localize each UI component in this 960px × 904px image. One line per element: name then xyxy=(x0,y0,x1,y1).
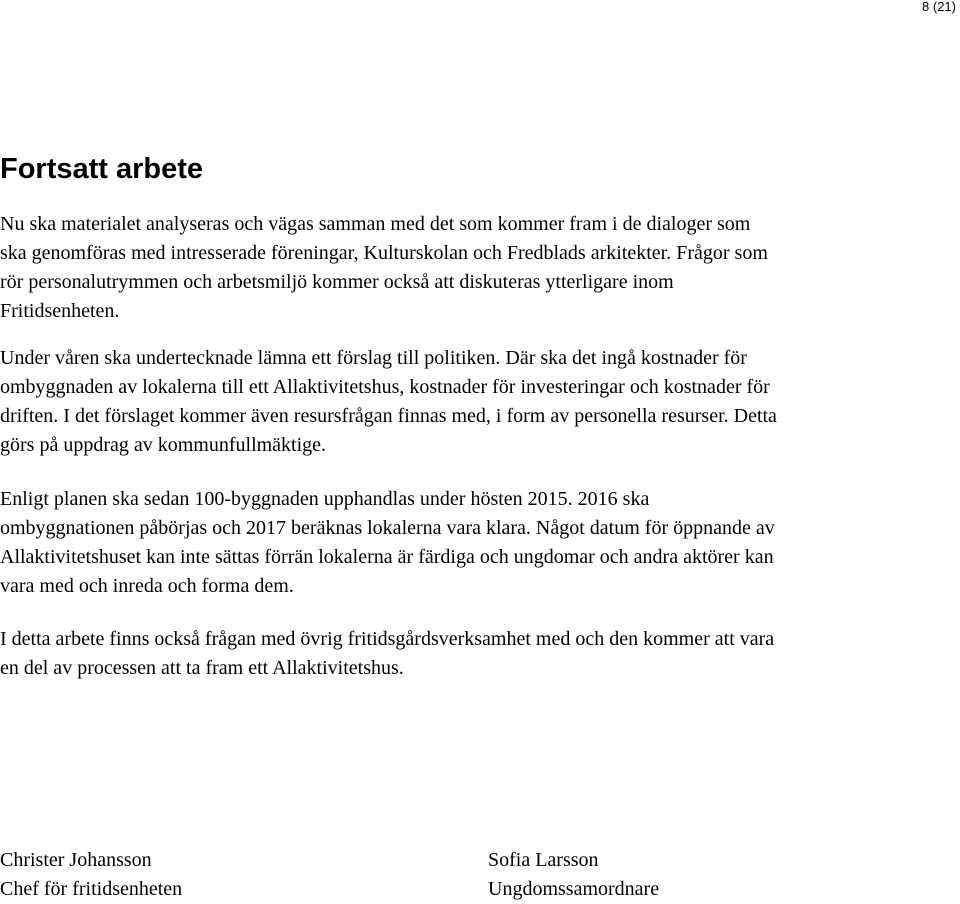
paragraph-line: I detta arbete finns också frågan med övrig fritidsgårdsverksamhet med och den kommer att vara xyxy=(0,628,775,650)
section-heading: Fortsatt arbete xyxy=(0,153,204,185)
signature-title: Ungdomssamordnare xyxy=(488,878,660,900)
signature-name: Sofia Larsson xyxy=(488,849,599,871)
paragraph-line: rör personalutrymmen och arbetsmiljö kommer också att diskuteras ytterligare inom xyxy=(0,271,674,293)
paragraph-line: Under våren ska undertecknade lämna ett förslag till politiken. Där ska det ingå kostnader för xyxy=(0,347,747,369)
paragraph-line: ska genomföras med intresserade föreningar, Kulturskolan och Fredblads arkitekter. Frågor som xyxy=(0,242,768,264)
signature-title: Chef för fritidsenheten xyxy=(0,878,183,900)
paragraph-line: Enligt planen ska sedan 100-byggnaden upphandlas under hösten 2015. 2016 ska xyxy=(0,488,650,510)
signature-name: Christer Johansson xyxy=(0,849,152,871)
signature-left xyxy=(0,846,182,904)
paragraph-line: Fritidsenheten. xyxy=(0,300,120,322)
paragraph-line: Allaktivitetshuset kan inte sättas förrän lokalerna är färdiga och ungdomar och andra aktörer kan xyxy=(0,546,774,568)
paragraph-line: vara med och inreda och forma dem. xyxy=(0,575,294,597)
paragraph-line: Nu ska materialet analyseras och vägas samman med det som kommer fram i de dialoger som xyxy=(0,213,751,235)
signature-right xyxy=(488,846,659,904)
paragraph-4 xyxy=(0,625,774,683)
paragraph-1 xyxy=(0,210,768,326)
paragraph-line: ombyggnaden av lokalerna till ett Allaktivitetshus, kostnader för investeringar och kostnader för xyxy=(0,376,770,398)
paragraph-3 xyxy=(0,485,775,601)
paragraph-line: en del av processen att ta fram ett Allaktivitetshus. xyxy=(0,657,404,679)
paragraph-line: ombyggnationen påbörjas och 2017 beräknas lokalerna vara klara. Något datum för öppnande av xyxy=(0,517,775,539)
paragraph-line: driften. I det förslaget kommer även resursfrågan finnas med, i form av personella resurser. Detta xyxy=(0,405,777,427)
page-number: 8 (21) xyxy=(922,0,956,14)
paragraph-line: görs på uppdrag av kommunfullmäktige. xyxy=(0,434,327,456)
paragraph-2 xyxy=(0,344,777,460)
